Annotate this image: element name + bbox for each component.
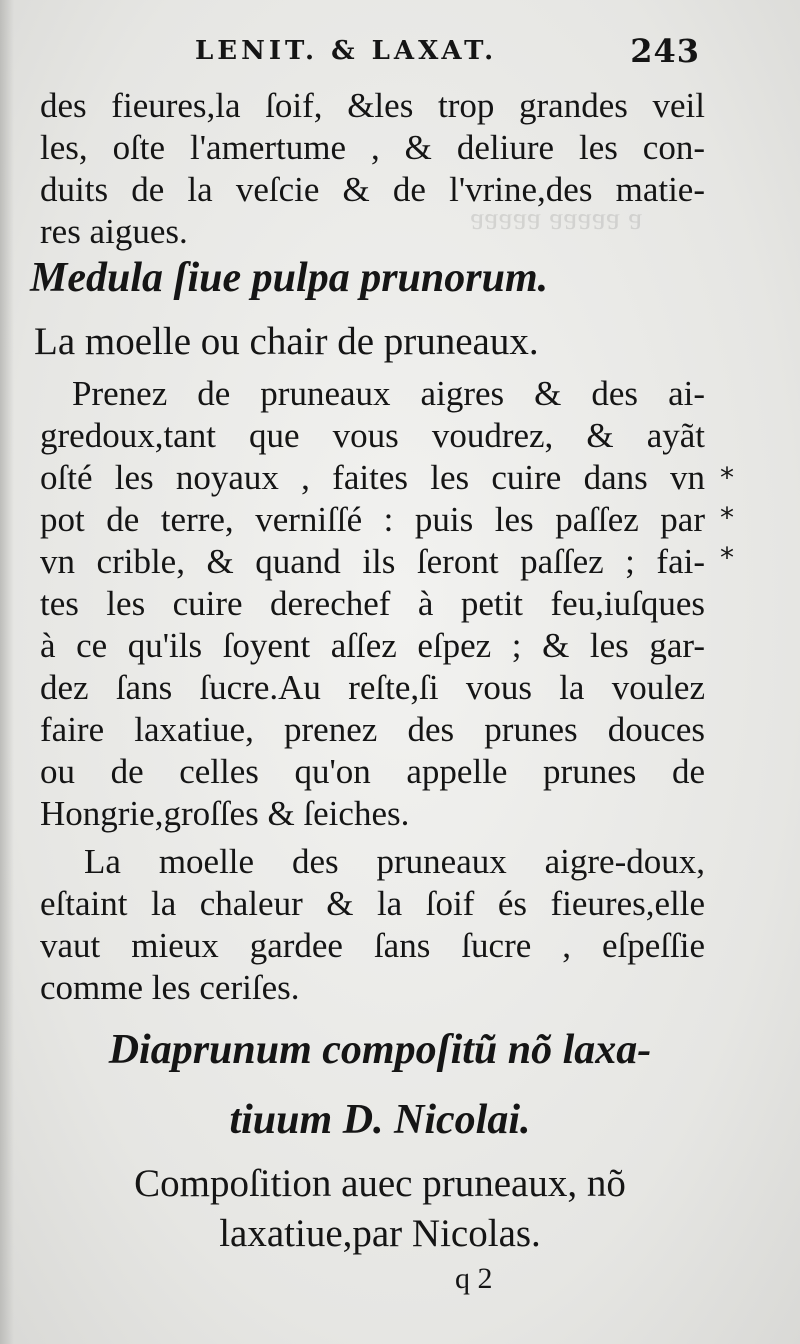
heading-latin: tiuum D. Nicolai.: [229, 1097, 531, 1143]
text-line: pot de terre, verniſſé : puis les paſſez par: [40, 500, 705, 539]
page-header: [30, 30, 700, 90]
page-number: 243: [630, 32, 700, 70]
text-line: duits de la veſcie & de l'vrine,des matie-: [40, 170, 705, 209]
show-through-decoration: ɐ ɐɐɐɐɐ ɐɐɐɐɐ: [470, 200, 643, 236]
heading-french: La moelle ou chair de pruneaux.: [34, 320, 539, 363]
text-line: res aigues.: [40, 212, 188, 251]
running-title: LENIT. & LAXAT.: [195, 36, 498, 66]
text-line: eſtaint la chaleur & la ſoif és fieures,elle: [40, 884, 705, 923]
text-line: Hongrie,groſſes & ſeiches.: [40, 794, 410, 833]
heading-french: laxatiue,par Nicolas.: [219, 1212, 541, 1255]
asterisk-mark: *: [720, 541, 734, 574]
text-line: des fieures,la ſoif, &les trop grandes veil: [40, 86, 705, 125]
text-line: vn crible, & quand ils ſeront paſſez ; fai-: [40, 542, 705, 581]
text-line: dez ſans ſucre.Au reſte,ſi vous la voulez: [40, 668, 705, 707]
asterisk-mark: *: [720, 501, 734, 534]
signature-mark: q 2: [455, 1262, 493, 1295]
text-line: les, oſte l'amertume , & deliure les con-: [40, 128, 705, 167]
text-line: oſté les noyaux , faites les cuire dans vn: [40, 458, 705, 497]
heading-latin: Medula ſiue pulpa prunorum.: [30, 255, 549, 301]
text-line: comme les ceriſes.: [40, 968, 300, 1007]
asterisk-mark: *: [720, 461, 734, 494]
text-line: Prenez de pruneaux aigres & des ai-: [72, 374, 705, 413]
margin-marks: [720, 458, 734, 578]
heading-french: Compoſition auec pruneaux, nõ: [134, 1162, 626, 1205]
text-line: à ce qu'ils ſoyent aſſez eſpez ; & les gar-: [40, 626, 705, 665]
text-line: gredoux,tant que vous voudrez, & ayãt: [40, 416, 705, 455]
text-line: tes les cuire derechef à petit feu,iuſques: [40, 584, 705, 623]
text-line: faire laxatiue, prenez des prunes douces: [40, 710, 705, 749]
text-line: La moelle des pruneaux aigre-doux,: [84, 842, 705, 881]
text-line: ou de celles qu'on appelle prunes de: [40, 752, 705, 791]
heading-latin: Diaprunum compoſitũ nõ laxa-: [108, 1027, 652, 1073]
text-line: vaut mieux gardee ſans ſucre , eſpeſſie: [40, 926, 705, 965]
